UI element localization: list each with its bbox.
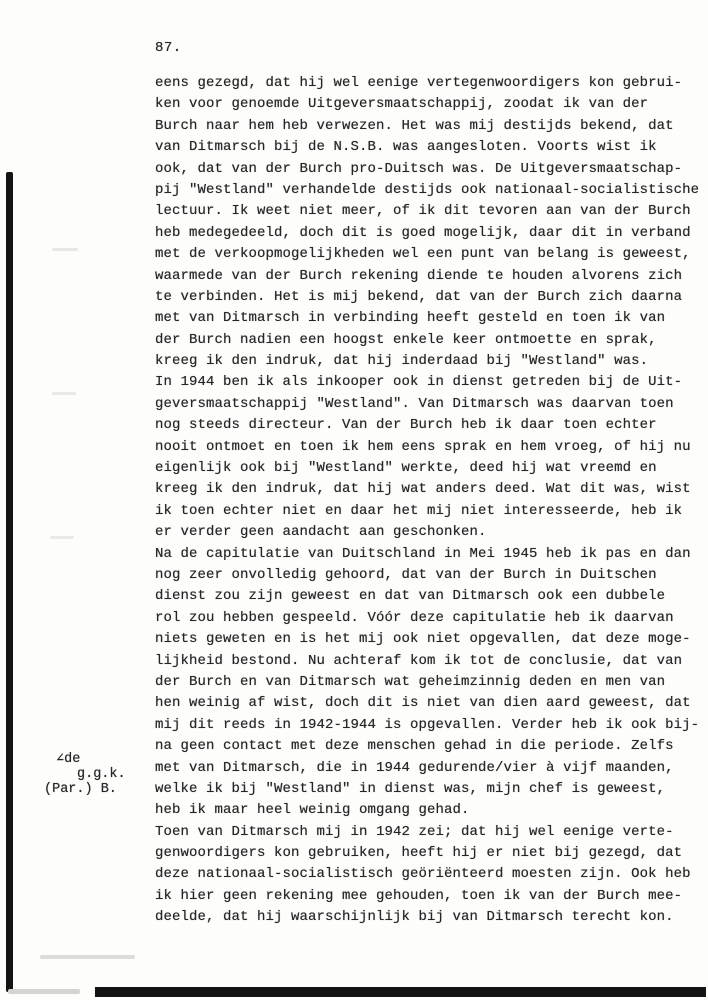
text-line: dienst zou zijn geweest en dat van Ditmarsch ook een dubbele [155,588,666,605]
text-line: geversmaatschappij "Westland". Van Ditmarsch was daarvan toen [155,395,674,412]
margin-note-initials: g.g.k. [77,767,126,782]
handwritten-margin-note [44,752,154,797]
text-line: eigenlijk ook bij "Westland" werkte, deed hij wat vreemd en [155,460,657,477]
margin-note-paraph: (Par.) B. [44,782,117,797]
text-line: welke ik bij "Westland" in dienst was, mijn chef is geweest, [155,780,666,797]
margin-note-insert-mark: ∠de [56,752,81,767]
scan-speck [52,392,76,395]
text-line: pij "Westland" verhandelde destijds ook nationaal-socialistische [155,181,700,198]
scan-smudge [8,989,80,994]
text-line: met van Ditmarsch, die in 1944 gedurende/vier à vijf maanden, [155,759,674,776]
scan-artifact-bottom-bar [95,987,706,997]
scan-smudge [40,955,135,959]
text-line: Toen van Ditmarsch mij in 1942 zei; dat hij wel eenige verte- [155,823,674,840]
text-line: ik toen echter niet en daar het mij niet interesseerde, heb ik [155,502,683,519]
text-line: nog steeds directeur. Van der Burch heb ik daar toen echter [155,417,657,434]
text-line: ik hier geen rekening mee gehouden, toen ik van der Burch mee- [155,887,683,904]
text-line: kreeg ik den indruk, dat hij inderdaad bij "Westland" was. [155,353,649,370]
text-line: na geen contact met deze menschen gehad in die periode. Zelfs [155,738,674,755]
text-line: mij dit reeds in 1942-1944 is opgevallen. Verder heb ik ook bij- [155,716,700,733]
text-line: lectuur. Ik weet niet meer, of ik dit tevoren aan van der Burch [155,203,691,220]
text-line: In 1944 ben ik als inkooper ook in dienst getreden bij de Uit- [155,374,683,391]
text-line: heb medegedeeld, doch dit is goed mogelijk, daar dit in verband [155,224,691,241]
text-line: lijkheid bestond. Nu achteraf kom ik tot de conclusie, dat van [155,652,683,669]
text-line: ken voor genoemde Uitgeversmaatschappij, zoodat ik van der [155,96,649,113]
text-line: der Burch nadien een hoogst enkele keer ontmoette en sprak, [155,331,657,348]
text-line: ook, dat van der Burch pro-Duitsch was. De Uitgeversmaatschap- [155,160,683,177]
scan-artifact-left-bar [6,172,13,992]
text-line: te verbinden. Het is mij bekend, dat van der Burch zich daarna [155,288,683,305]
text-line: deelde, dat hij waarschijnlijk bij van Ditmarsch terecht kon. [155,909,674,926]
text-line: er verder geen aandacht aan geschonken. [155,524,487,541]
text-line: rol zou hebben gespeeld. Vóór deze capitulatie heb ik daarvan [155,609,674,626]
text-line: waarmede van der Burch rekening diende te houden alvorens zich [155,267,683,284]
text-line: Na de capitulatie van Duitschland in Mei 1945 heb ik pas en dan [155,545,691,562]
scan-speck [52,248,78,251]
page-number: 87. [155,40,182,56]
text-line: Burch naar hem heb verwezen. Het was mij destijds bekend, dat [155,117,674,134]
text-line: nog zeer onvolledig gehoord, dat van der Burch in Duitschen [155,566,657,583]
text-line: der Burch en van Ditmarsch wat geheimzinnig deden en men van [155,673,666,690]
text-line: niets geweten en is het mij ook niet opgevallen, dat deze moge- [155,631,691,648]
text-line: deze nationaal-socialistisch geöriënteerd moesten zijn. Ook heb [155,866,691,883]
text-line: heb ik maar heel weinig omgang gehad. [155,802,470,819]
text-line: eens gezegd, dat hij wel eenige vertegenwoordigers kon gebrui- [155,75,683,91]
text-line: hen weinig af wist, doch dit is niet van dien aard geweest, dat [155,695,691,712]
text-line: kreeg ik den indruk, dat hij wat anders deed. Wat dit was, wist [155,481,691,498]
typewritten-text-block [155,73,707,929]
text-line: genwoordigers kon gebruiken, heeft hij er niet bij gezegd, dat [155,845,683,862]
text-line: met van Ditmarsch in verbinding heeft gesteld en toen ik van [155,310,666,327]
scan-speck [50,536,74,539]
text-line: van Ditmarsch bij de N.S.B. was aangesloten. Voorts wist ik [155,139,657,156]
text-line: nooit ontmoet en toen ik hem eens sprak en hem vroeg, of hij nu [155,438,691,455]
text-line: met de verkoopmogelijkheden wel een punt van belang is geweest, [155,246,691,263]
